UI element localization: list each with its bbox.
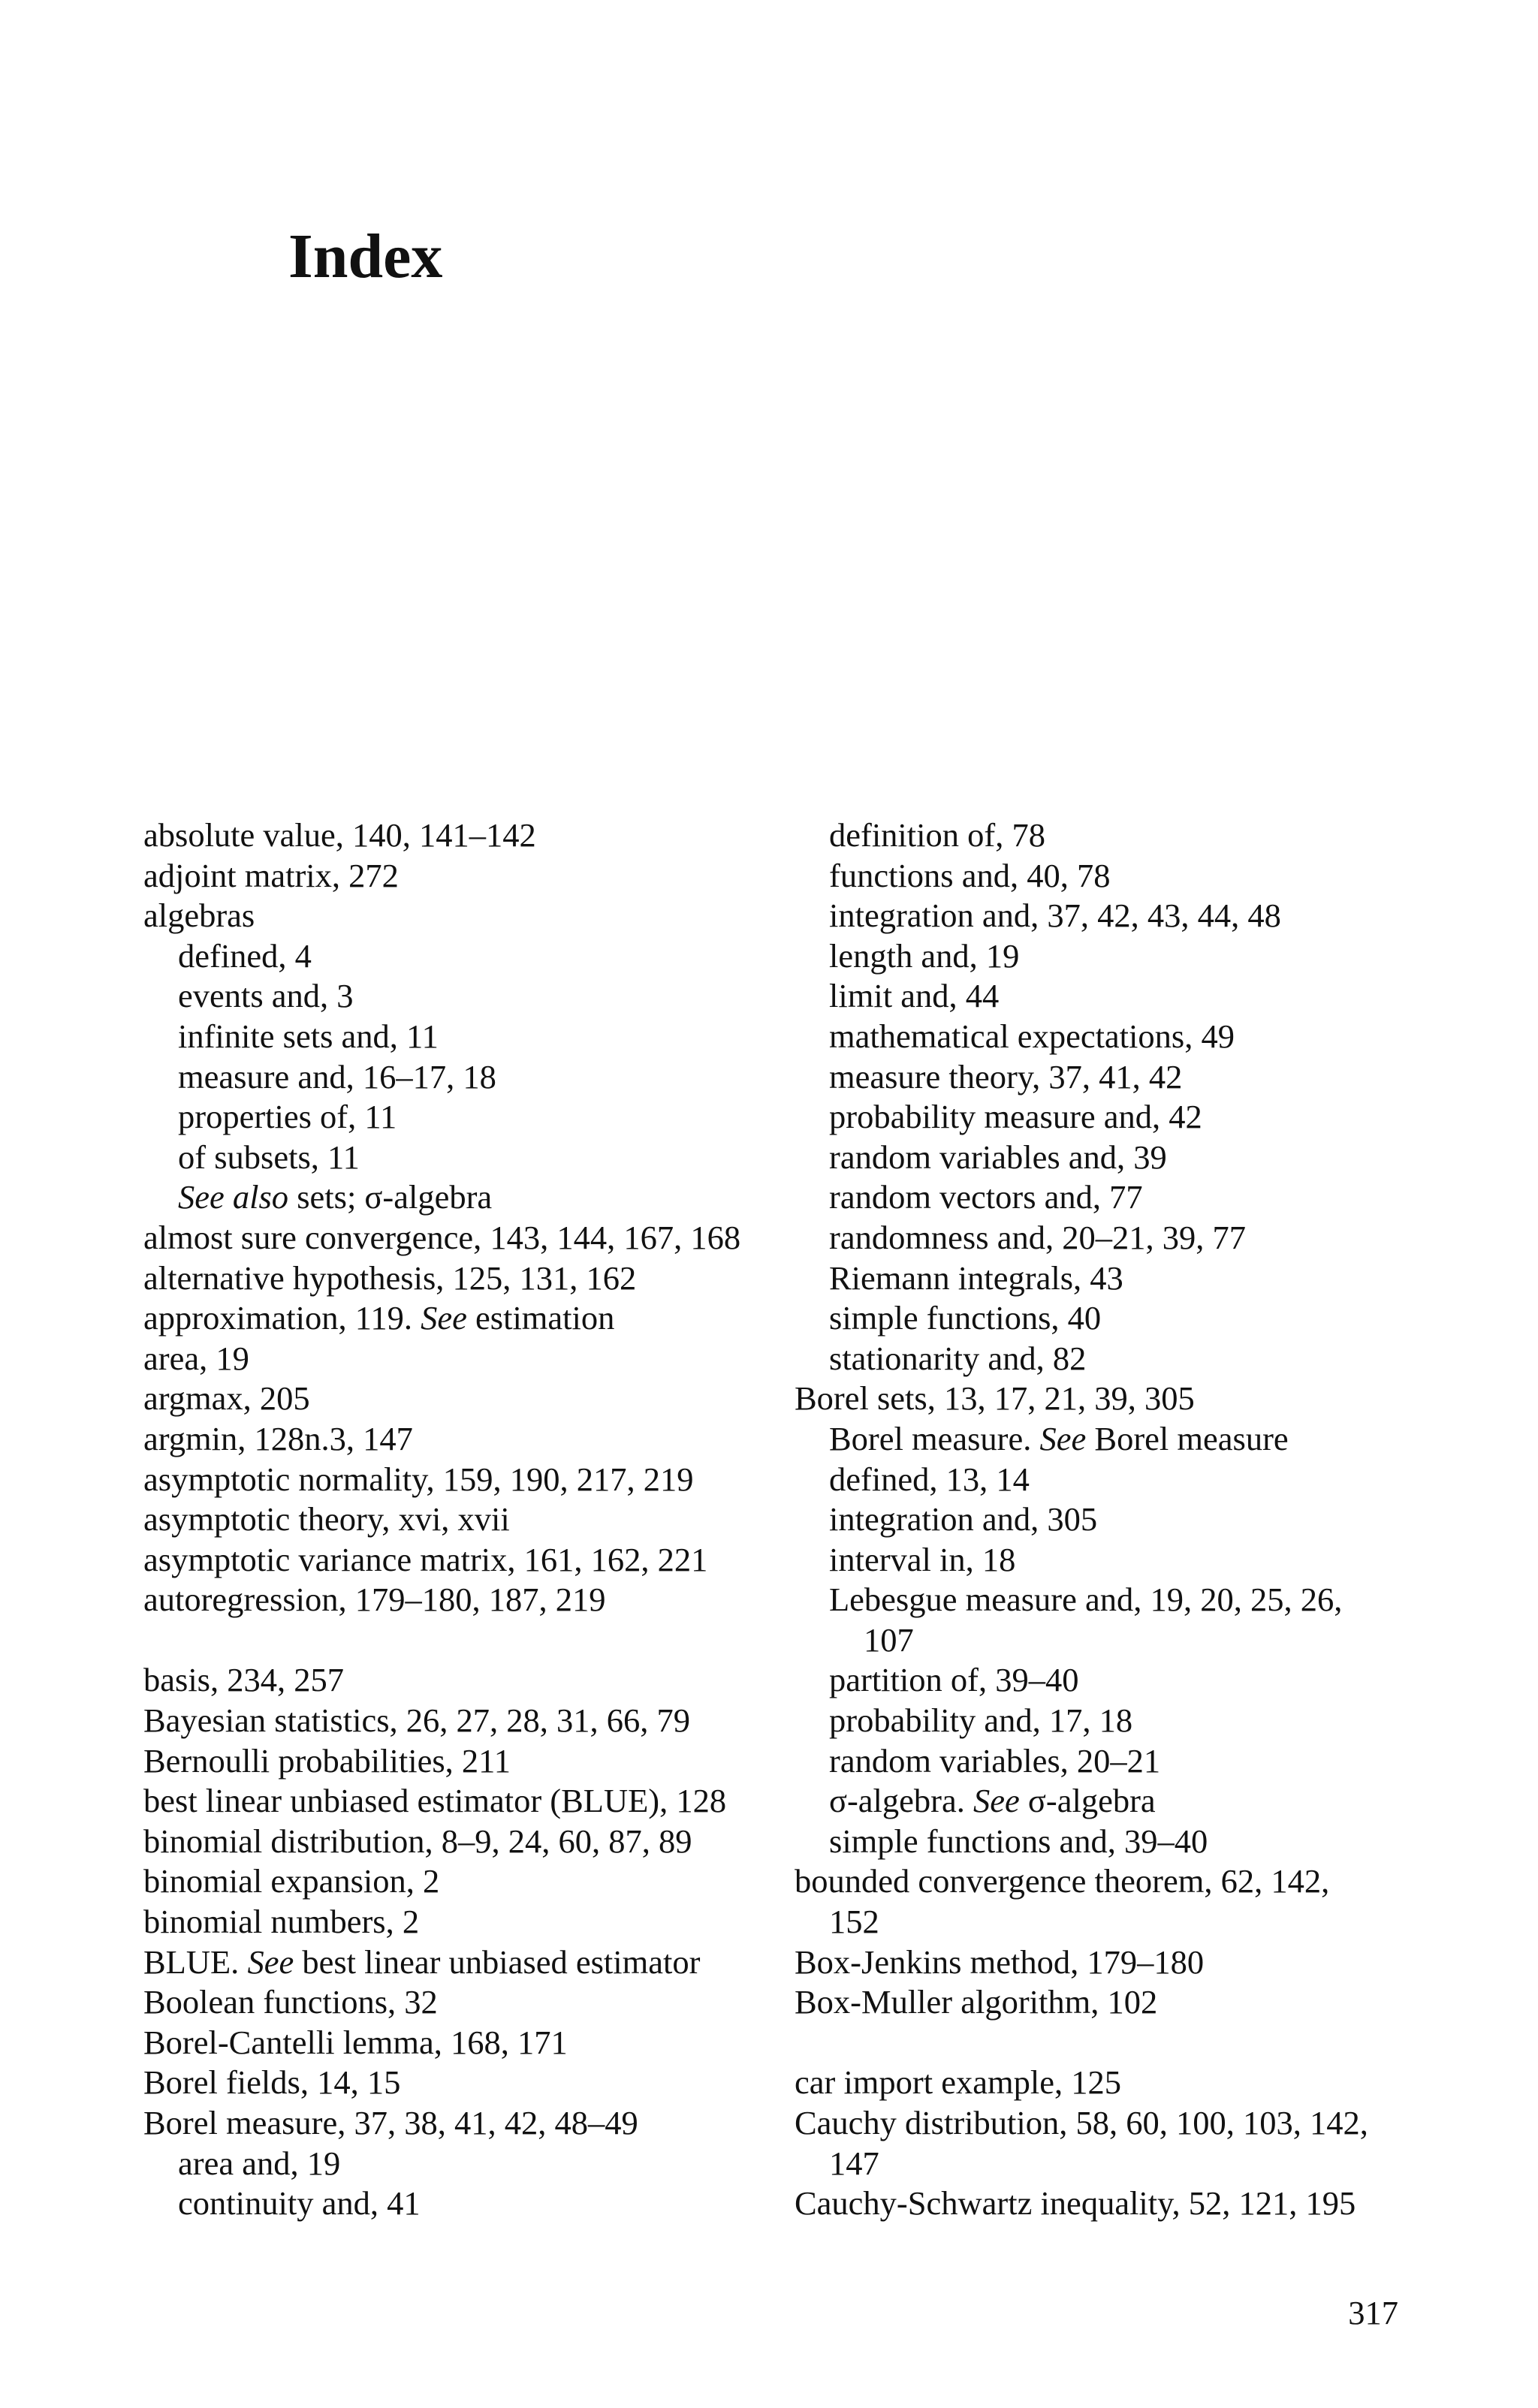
index-entry: Cauchy distribution, 58, 60, 100, 103, 142, bbox=[795, 2104, 1368, 2141]
index-subentry: infinite sets and, 11 bbox=[178, 1017, 439, 1055]
section-gap bbox=[795, 2023, 1500, 2063]
index-subentry: integration and, 305 bbox=[829, 1500, 1098, 1539]
index-entry: basis, 234, 257 bbox=[143, 1661, 344, 1699]
index-subentry: mathematical expectations, 49 bbox=[829, 1017, 1235, 1055]
index-subentry: randomness and, 20–21, 39, 77 bbox=[829, 1218, 1246, 1256]
index-entry: best linear unbiased estimator (BLUE), 128 bbox=[143, 1782, 727, 1820]
index-subentry: events and, 3 bbox=[178, 977, 354, 1015]
index-entry: approximation, 119. See estimation bbox=[143, 1299, 615, 1337]
index-subentry: functions and, 40, 78 bbox=[829, 856, 1111, 894]
index-subentry: measure and, 16–17, 18 bbox=[178, 1057, 496, 1096]
index-subentry: simple functions and, 39–40 bbox=[829, 1822, 1208, 1860]
index-entry: Bernoulli probabilities, 211 bbox=[143, 1741, 511, 1780]
index-entry: Box-Muller algorithm, 102 bbox=[795, 1983, 1158, 2021]
index-subentry: random vectors and, 77 bbox=[829, 1178, 1143, 1216]
index-entry: Borel measure, 37, 38, 41, 42, 48–49 bbox=[143, 2104, 638, 2141]
index-subentry: interval in, 18 bbox=[829, 1540, 1016, 1578]
index-subentry: length and, 19 bbox=[829, 936, 1020, 975]
index-entry: alternative hypothesis, 125, 131, 162 bbox=[143, 1258, 637, 1297]
index-entry: Boolean functions, 32 bbox=[143, 1983, 438, 2021]
index-subentry: random variables and, 39 bbox=[829, 1138, 1167, 1176]
index-subentry: random variables, 20–21 bbox=[829, 1741, 1161, 1780]
index-subentry: definition of, 78 bbox=[829, 816, 1045, 854]
index-subentry: simple functions, 40 bbox=[829, 1299, 1102, 1337]
cross-reference-label: See bbox=[247, 1942, 294, 1981]
index-subentry: probability measure and, 42 bbox=[829, 1098, 1202, 1136]
page-number: 317 bbox=[1348, 2294, 1398, 2331]
index-entry: car import example, 125 bbox=[795, 2063, 1121, 2102]
index-entry: Bayesian statistics, 26, 27, 28, 31, 66, 79 bbox=[143, 1701, 691, 1740]
index-entry: Box-Jenkins method, 179–180 bbox=[795, 1942, 1205, 1981]
index-entry: binomial expansion, 2 bbox=[143, 1862, 440, 1900]
index-subentry: Riemann integrals, 43 bbox=[829, 1258, 1123, 1297]
index-entry: binomial distribution, 8–9, 24, 60, 87, 89 bbox=[143, 1822, 692, 1860]
index-subentry: defined, 4 bbox=[178, 936, 312, 975]
index-entry: area, 19 bbox=[143, 1339, 249, 1377]
index-subentry: integration and, 37, 42, 43, 44, 48 bbox=[829, 897, 1281, 935]
index-entry: argmin, 128n.3, 147 bbox=[143, 1419, 413, 1457]
index-subentry: See also sets; σ-algebra bbox=[178, 1178, 493, 1216]
cross-reference-label: See bbox=[973, 1782, 1020, 1820]
index-entry: almost sure convergence, 143, 144, 167, 168 bbox=[143, 1218, 741, 1256]
index-column-left bbox=[143, 815, 797, 2224]
index-entry: absolute value, 140, 141–142 bbox=[143, 816, 536, 854]
index-entry: argmax, 205 bbox=[143, 1379, 310, 1418]
index-subentry: defined, 13, 14 bbox=[829, 1460, 1030, 1498]
cross-reference-label: See also bbox=[178, 1178, 289, 1216]
index-entry: BLUE. See best linear unbiased estimator bbox=[143, 1942, 701, 1981]
index-column-right bbox=[795, 815, 1500, 2224]
index-subentry: partition of, 39–40 bbox=[829, 1661, 1079, 1699]
index-entry: bounded convergence theorem, 62, 142, bbox=[795, 1862, 1330, 1900]
index-subentry: area and, 19 bbox=[178, 2144, 341, 2182]
index-subentry: Borel measure. See Borel measure bbox=[829, 1419, 1289, 1457]
index-entry: Cauchy-Schwartz inequality, 52, 121, 195 bbox=[795, 2184, 1356, 2223]
index-entry: asymptotic normality, 159, 190, 217, 219 bbox=[143, 1460, 694, 1498]
index-subentry: σ-algebra. See σ-algebra bbox=[829, 1782, 1156, 1820]
index-entry: Borel-Cantelli lemma, 168, 171 bbox=[143, 2023, 568, 2061]
index-subentry: 152 bbox=[829, 1903, 879, 1941]
cross-reference-label: See bbox=[421, 1299, 467, 1337]
index-title: Index bbox=[288, 222, 443, 291]
index-entry: autoregression, 179–180, 187, 219 bbox=[143, 1581, 606, 1619]
section-gap bbox=[143, 1620, 797, 1661]
index-subentry: 107 bbox=[864, 1620, 914, 1659]
index-subentry: properties of, 11 bbox=[178, 1098, 397, 1136]
index-subentry: continuity and, 41 bbox=[178, 2184, 421, 2223]
index-entry: algebras bbox=[143, 897, 255, 935]
cross-reference-label: See bbox=[1039, 1419, 1087, 1457]
index-subentry: stationarity and, 82 bbox=[829, 1339, 1087, 1377]
index-entry: asymptotic theory, xvi, xvii bbox=[143, 1500, 510, 1539]
index-subentry: probability and, 17, 18 bbox=[829, 1701, 1133, 1740]
index-subentry: measure theory, 37, 41, 42 bbox=[829, 1057, 1183, 1096]
index-entry: binomial numbers, 2 bbox=[143, 1903, 420, 1941]
index-subentry: 147 bbox=[829, 2144, 879, 2182]
index-entry: Borel fields, 14, 15 bbox=[143, 2063, 401, 2102]
index-subentry: Lebesgue measure and, 19, 20, 25, 26, bbox=[829, 1581, 1343, 1619]
index-subentry: limit and, 44 bbox=[829, 977, 1000, 1015]
index-entry: Borel sets, 13, 17, 21, 39, 305 bbox=[795, 1379, 1195, 1418]
index-entry: asymptotic variance matrix, 161, 162, 221 bbox=[143, 1540, 708, 1578]
index-subentry: of subsets, 11 bbox=[178, 1138, 360, 1176]
index-entry: adjoint matrix, 272 bbox=[143, 856, 399, 894]
